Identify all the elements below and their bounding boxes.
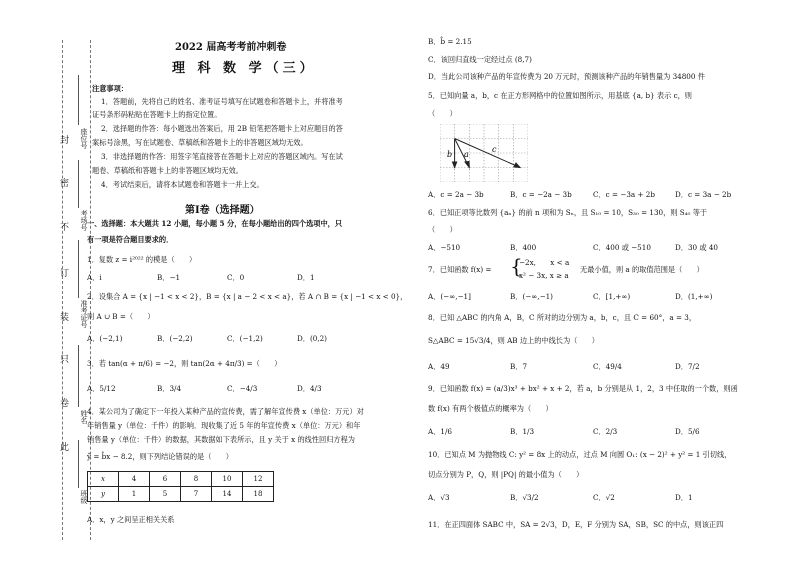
q1-opt-d: D．1 — [297, 273, 315, 282]
q6-opt-c: C．400 或 −510 — [593, 243, 651, 252]
notes-line-4: 案标号涂黑，写在试题卷、草稿纸和答题卡上的非答题区域均无效。 — [92, 138, 308, 147]
q1-stem: 1．复数 z = i²⁰²² 的模是（ ） — [87, 255, 197, 264]
q9-stem-2: 数 f(x) 有两个极值点的概率为（ ） — [428, 404, 553, 413]
vector-label-b: b — [447, 150, 453, 159]
q4-opt-a: A．x，y 之间呈正相关关系 — [87, 515, 175, 524]
field-ticket-number: 准考证号 — [80, 300, 88, 328]
vector-label-c: c — [492, 145, 497, 154]
notes-line-2: 证号条形码粘贴在答题卡上的指定位置。 — [92, 110, 222, 119]
binding-line-inner — [90, 40, 91, 540]
q6-opt-a: A．−510 — [428, 243, 461, 252]
seal-char-4: 订 — [60, 269, 70, 279]
q4-stem-2: 年销售量 y（单位：千件）的影响．现收集了近 5 年的年宣传费 x（单位：万元）和年 — [87, 421, 361, 430]
seal-char-1: 封 — [60, 136, 70, 146]
q4-stem-3: 销售量 y（单位：千件）的数据，其数据如下表所示，且 y 关于 x 的线性回归方程为 — [87, 435, 355, 444]
field-line-name — [78, 345, 79, 407]
notes-heading: 注意事项： — [92, 84, 128, 93]
q7-opt-d: D．(1,+∞) — [675, 292, 713, 301]
vector-c-arrowhead — [514, 163, 520, 168]
binding-line — [62, 40, 63, 540]
table-cell: 10 — [212, 472, 243, 487]
table-cell: 18 — [243, 487, 274, 502]
q3-opt-a: A．5/12 — [87, 384, 116, 393]
q5-stem: 5．已知向量 a，b，c 在正方形网格中的位置如图所示，用基底 {a, b} 表示 c，则 — [428, 91, 692, 100]
q2-stem: 2．设集合 A = {x | −1 < x < 2}，B = {x | a − 2 < x < a}，若 A ∩ B = {x | −1 < x < 0}， — [87, 292, 408, 301]
notes-line-7: 4．考试结束后，请将本试题卷和答题卡一并上交。 — [101, 180, 264, 189]
notes-line-5: 3．非选择题的作答：用签字笔直接答在答题卡上对应的答题区域内。写在试 — [101, 152, 343, 161]
q6-opt-b: B．400 — [510, 243, 537, 252]
q7-case-2: x² − 3x, x ≥ a — [519, 271, 569, 280]
q7-opt-a: A．(−∞,−1] — [428, 292, 471, 301]
q6-opt-d: D．30 或 40 — [675, 243, 718, 252]
q3-opt-d: D．4/3 — [297, 384, 322, 393]
grid-lines — [440, 124, 528, 182]
subject-title: 理 科 数 学（三） — [172, 61, 317, 76]
q1-opt-a: A．i — [87, 273, 102, 282]
section-intro-1: 一、选择题：本大题共 12 小题，每小题 5 分，在每小题给出的四个选项中，只 — [87, 219, 343, 228]
q10-opt-b: B．√3/2 — [510, 493, 539, 502]
q4-stem-1: 4．某公司为了确定下一年投入某种产品的宣传费，需了解年宣传费 x（单位：万元）对 — [87, 407, 364, 416]
q8-opt-d: D．7/2 — [675, 362, 700, 371]
section-intro-2: 有一项是符合题目要求的． — [87, 235, 174, 244]
q9-opt-d: D．5/6 — [675, 427, 700, 436]
q3-opt-b: B．3/4 — [157, 384, 182, 393]
table-row — [88, 472, 274, 487]
field-seat-number: 座位号 — [80, 128, 88, 149]
notes-line-3: 2．选择题的作答：每小题选出答案后，用 2B 铅笔把答题卡上对应题目的答 — [101, 124, 343, 133]
q4-opt-d: D．当此公司该种产品的年宣传费为 20 万元时，预测该种产品的年销售量为 34800 件 — [428, 72, 705, 81]
field-line-room — [78, 160, 79, 208]
q7-brace: { — [510, 254, 523, 278]
q10-stem: 10．已知点 M 为抛物线 C: y² = 8x 上的动点，过点 M 向圆 O₁: (x − 2)² + y² = 1 引切线， — [428, 450, 732, 459]
table-cell: 6 — [150, 472, 181, 487]
q2-opt-c: C．(−1,2) — [227, 334, 263, 343]
seal-char-3: 不 — [60, 223, 70, 233]
table-row — [88, 487, 274, 502]
q7-stem-pre: 7．已知函数 f(x) = — [428, 265, 492, 274]
q10-opt-c: C．√2 — [593, 493, 615, 502]
q2-opt-d: D．(0,2) — [297, 334, 327, 343]
exam-title: 2022 届高考考前冲刺卷 — [175, 42, 287, 53]
q11-stem: 11．在正四面体 SABC 中，SA = 2√3，D，E，F 分别为 SA，SB，SC 的中点，则该正四 — [428, 520, 724, 529]
q3-stem: 3．若 tan(α + π/6) = −2，则 tan(2α + 4π/3) =（ ） — [87, 359, 282, 368]
q10-opt-d: D．1 — [675, 493, 693, 502]
table-cell: 14 — [212, 487, 243, 502]
q2-opt-b: B．(−2,2) — [157, 334, 193, 343]
q8-stem-2: S△ABC = 15√3/4，则 AB 边上的中线长为（ ） — [428, 336, 599, 345]
table-cell: 7 — [181, 487, 212, 502]
q6-stem-2: （ ） — [428, 225, 457, 234]
q9-opt-a: A．1/6 — [428, 427, 452, 436]
q8-stem: 8．已知 △ABC 的内角 A，B，C 所对的边分别为 a，b，c，且 C = 60°，a = 3， — [428, 313, 697, 322]
q5-stem-2: （ ） — [428, 109, 457, 118]
seal-char-5: 装 — [60, 313, 70, 323]
q10-opt-a: A．√3 — [428, 493, 450, 502]
q1-opt-b: B．−1 — [157, 273, 181, 282]
q8-opt-a: A．49 — [428, 362, 450, 371]
q9-opt-b: B．1/3 — [510, 427, 535, 436]
table-header-y: y — [88, 487, 119, 502]
seal-char-7: 卷 — [60, 399, 70, 409]
q9-opt-c: C．2/3 — [593, 427, 618, 436]
vector-grid-figure — [440, 124, 528, 182]
q5-opt-d: D．c = 3a − 2b — [675, 190, 732, 199]
q4-stem-4: ŷ = b̂x − 8.2，则下列结论错误的是（ ） — [87, 452, 233, 461]
q4-opt-b: B．b̂ = 2.15 — [428, 37, 472, 46]
field-line-seat — [78, 75, 79, 125]
q1-opt-c: C．0 — [227, 273, 245, 282]
table-cell: 4 — [119, 472, 150, 487]
q4-data-table — [87, 471, 274, 502]
table-cell: 1 — [119, 487, 150, 502]
q5-opt-a: A．c = 2a − 3b — [428, 190, 484, 199]
seal-char-8: 此 — [60, 443, 70, 453]
table-cell: 5 — [150, 487, 181, 502]
q7-opt-b: B．(−∞,−1) — [510, 292, 553, 301]
q2-stem-2: 则 A ∪ B =（ ） — [87, 312, 155, 321]
vector-b-arrowhead — [453, 162, 457, 168]
q5-opt-b: B．c = −2a − 3b — [510, 190, 572, 199]
notes-line-6: 题卷、草稿纸和答题卡上的非答题区域均无效。 — [92, 166, 243, 175]
q9-stem: 9．已知函数 f(x) = (a/3)x³ + bx² + x + 2，若 a，b 分别是从 1，2，3 中任取的一个数，则函 — [428, 384, 738, 393]
notes-line-1: 1．答题前，先将自己的姓名、准考证号填写在试题卷和答题卡上，并将准考 — [101, 97, 343, 106]
q4-opt-c: C．该回归直线一定经过点 (8,7) — [428, 55, 532, 64]
vector-label-a: a — [464, 150, 469, 159]
q7-case-1: −2x, x < a — [519, 258, 570, 267]
field-line-class — [78, 440, 79, 488]
field-exam-room: 考场号 — [80, 210, 88, 231]
q6-stem: 6．已知正项等比数列 {aₙ} 的前 n 项和为 Sₙ，且 S₁₀ = 10，S₃₀ = 130，则 S₄₀ 等于 — [428, 208, 708, 217]
table-header-x: x — [88, 472, 119, 487]
section-title: 第Ⅰ卷（选择题） — [185, 205, 260, 216]
q7-opt-c: C．[1,+∞) — [593, 292, 631, 301]
q8-opt-c: C．49/4 — [593, 362, 622, 371]
table-cell: 8 — [181, 472, 212, 487]
q8-opt-b: B．7 — [510, 362, 528, 371]
q7-stem-post: 无最小值，则 a 的取值范围是（ ） — [580, 265, 704, 274]
field-line-ticket — [78, 240, 79, 298]
table-cell: 12 — [243, 472, 274, 487]
field-class: 班级 — [80, 490, 88, 504]
field-name: 姓名 — [80, 410, 88, 424]
q3-opt-c: C．−4/3 — [227, 384, 258, 393]
q5-opt-c: C．c = −3a + 2b — [593, 190, 655, 199]
q2-opt-a: A．(−2,1) — [87, 334, 123, 343]
q10-stem-2: 切点分别为 P，Q，则 |PQ| 的最小值为（ ） — [428, 470, 584, 479]
seal-char-2: 密 — [60, 179, 70, 189]
seal-char-6: 只 — [60, 355, 70, 365]
vector-a-arrowhead — [465, 162, 469, 168]
